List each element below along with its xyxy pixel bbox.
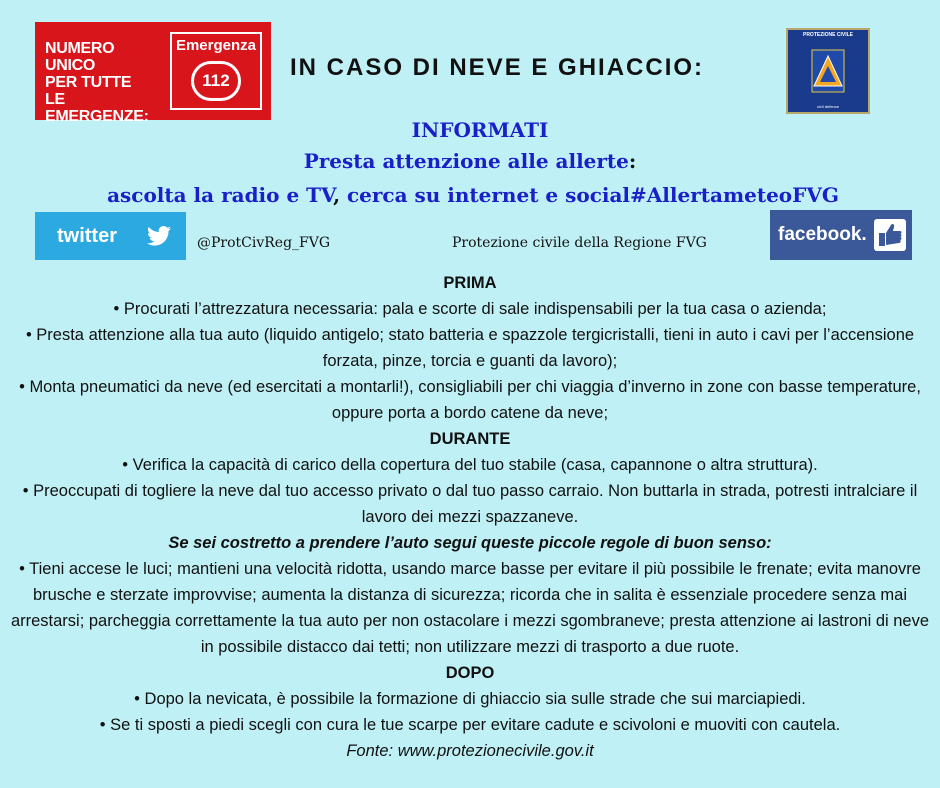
emergency-112-badge xyxy=(35,22,271,125)
badge-left-text xyxy=(45,40,165,125)
facebook-label: facebook. xyxy=(778,224,867,245)
auto-rules-note: Se sei costretto a prendere l’auto segui queste piccole regole di buon senso: xyxy=(168,534,772,552)
list-item: • Preoccupati di togliere la neve dal tuo accesso privato o dal tuo passo carraio. Non buttarla in strada, potresti intralciare il lavoro dei mezzi spazzaneve. xyxy=(22,482,918,526)
page-title: IN CASO DI NEVE E GHIACCIO: xyxy=(290,54,705,81)
twitter-logo xyxy=(35,212,186,260)
list-item: • Verifica la capacità di carico della copertura del tuo stabile (casa, capannone o altra struttura). xyxy=(122,456,818,474)
thumbs-up-icon xyxy=(874,219,906,251)
badge-112-number: 112 xyxy=(191,61,241,101)
list-item: • Presta attenzione alla tua auto (liquido antigelo; stato batteria e spazzole tergicristalli, tieni in auto i cavi per l’accensione forzata, pinze, torcia e guanti da lavoro); xyxy=(25,326,915,370)
twitter-handle: @ProtCivReg_FVG xyxy=(197,235,331,251)
twitter-label: twitter xyxy=(57,225,117,247)
logo-top-text: PROTEZIONE CIVILE xyxy=(802,32,853,38)
ascolta-heading xyxy=(0,183,940,207)
section-title-durante: DURANTE xyxy=(429,430,511,448)
ascolta-comma: , xyxy=(333,183,341,207)
facebook-page-name: Protezione civile della Regione FVG xyxy=(452,235,707,251)
twitter-bird-icon xyxy=(147,226,171,246)
badge-right-box xyxy=(170,32,262,110)
badge-line-1: NUMERO UNICO xyxy=(45,40,115,74)
ascolta-text-b: cerca su internet e social#AllertameteoFVG xyxy=(340,183,839,207)
badge-line-2: PER TUTTE xyxy=(45,74,132,91)
badge-emergenza-label: Emergenza xyxy=(175,37,257,54)
presta-attenzione-heading xyxy=(0,149,940,173)
presta-text: Presta attenzione alle allerte xyxy=(303,149,629,173)
list-item: • Procurati l’attrezzatura necessaria: pala e scorte di sale indispensabili per la tua casa o azienda; xyxy=(113,300,827,318)
badge-line-3: LE EMERGENZE: xyxy=(45,91,149,125)
civil-defence-emblem-icon xyxy=(788,44,868,104)
section-title-dopo: DOPO xyxy=(445,664,495,682)
section-title-prima: PRIMA xyxy=(443,274,497,292)
list-item: • Se ti sposti a piedi scegli con cura le tue scarpe per evitare cadute e scivoloni e muoviti con cautela. xyxy=(99,716,841,734)
logo-bottom-text: civil defence xyxy=(816,104,839,109)
ascolta-text-a: ascolta la radio e TV xyxy=(107,183,334,207)
guidelines-body xyxy=(10,270,930,764)
facebook-logo xyxy=(770,210,912,260)
list-item: • Monta pneumatici da neve (ed esercitati a montarli!), consigliabili per chi viaggia d’inverno in zone con basse temperature, oppure porta a bordo catene da neve; xyxy=(19,378,921,422)
source-citation: Fonte: www.protezionecivile.gov.it xyxy=(346,742,594,760)
informati-heading: INFORMATI xyxy=(411,118,549,142)
protezione-civile-logo xyxy=(786,28,870,114)
presta-colon: : xyxy=(628,149,637,173)
list-item: • Dopo la nevicata, è possibile la formazione di ghiaccio sia sulle strade che sui marciapiedi. xyxy=(134,690,806,708)
auto-rules-text: • Tieni accese le luci; mantieni una velocità ridotta, usando marce basse per evitare il più possibile le frenate; evita manovre brusche e sterzate improvvise; aumenta la distanza di sicurezza; ricorda che in salita è essenziale procedere senza mai arrestarsi; parcheggia correttamente la tua auto per non ostacolare i mezzi sgombraneve; presta attenzione ai lastroni di neve in possibile distacco dai tetti; non utilizzare mezzi di trasporto a due ruote. xyxy=(10,560,930,656)
